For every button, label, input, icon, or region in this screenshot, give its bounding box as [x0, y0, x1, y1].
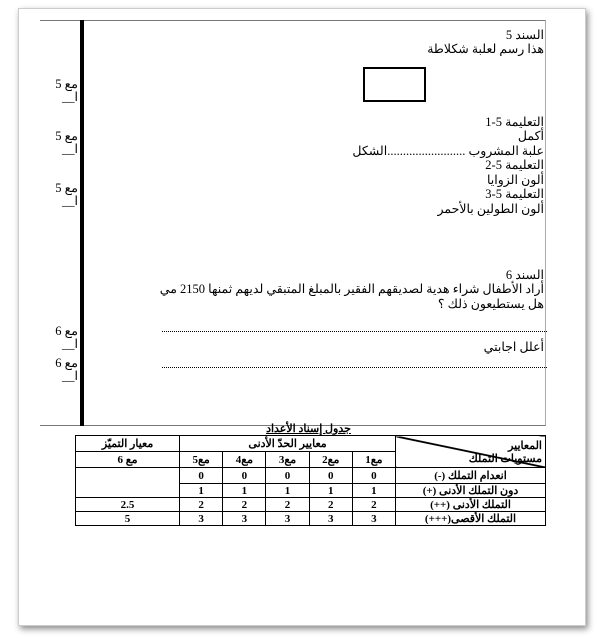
cell: 2	[266, 498, 309, 512]
cell: 3	[180, 512, 223, 526]
cell: 0	[309, 468, 352, 484]
section5-title: السند 5	[505, 28, 544, 42]
section6-justify: أعلل اجابتي	[483, 340, 544, 354]
cell: 0	[352, 468, 395, 484]
grading-table	[75, 435, 546, 526]
margin-score: مع 6 ا__	[55, 356, 78, 383]
q5-3-title: التعليمة 5-3	[485, 187, 544, 201]
answer-line-2[interactable]	[162, 367, 547, 368]
table-corner-header: المعايير مستويات التملك	[396, 436, 546, 468]
cell: 2	[352, 498, 395, 512]
cell: 1	[223, 484, 266, 498]
cell: 1	[309, 484, 352, 498]
chocolate-box-drawing	[363, 67, 426, 102]
exercise-frame	[40, 20, 546, 426]
cell: 2	[309, 498, 352, 512]
q5-2-title: التعليمة 5-2	[485, 158, 544, 172]
col-header: مع3	[266, 452, 309, 468]
min-criteria-header: معايير الحدّ الأدنى	[180, 436, 396, 452]
excellence-header: معيار التميّز	[76, 436, 180, 452]
cell: 1	[352, 484, 395, 498]
col-header: مع 6	[76, 452, 180, 468]
table-row	[76, 468, 546, 484]
cell: 3	[266, 512, 309, 526]
margin-score: مع 5 ا__	[55, 77, 78, 104]
col-header: مع2	[309, 452, 352, 468]
cell: 2	[223, 498, 266, 512]
table-row	[76, 512, 546, 526]
q5-2-text: ألون الزوايا	[486, 173, 544, 187]
q5-3-text: ألون الطولين بالأحمر	[437, 202, 544, 216]
table-row	[76, 498, 546, 512]
cell: 2	[180, 498, 223, 512]
section6-question: هل يستطيعون ذلك ؟	[437, 297, 544, 311]
q5-1-line: علبة المشروب .........................الشكل	[352, 144, 544, 158]
col-header: مع1	[352, 452, 395, 468]
col-header: مع4	[223, 452, 266, 468]
section6-title: السند 6	[505, 268, 544, 282]
row-label: انعدام التملك (-)	[396, 468, 546, 484]
margin-score: مع 6 ا__	[55, 324, 78, 351]
section6-text: أراد الأطفال شراء هدية لصديقهم الفقير بالمبلغ المتبقي لديهم ثمنها 2150 مي	[159, 282, 544, 296]
cell: 0	[223, 468, 266, 484]
cell: 0	[266, 468, 309, 484]
cell: 3	[352, 512, 395, 526]
cell: 3	[223, 512, 266, 526]
row-label: التملك الأقصى(+++)	[396, 512, 546, 526]
grading-table-title: جدول إسناد الأعداد	[266, 423, 351, 435]
cell: 1	[266, 484, 309, 498]
cell: 2.5	[76, 498, 180, 512]
row-label: دون التملك الأدنى (+)	[396, 484, 546, 498]
col-header: مع5	[180, 452, 223, 468]
cell: 1	[180, 484, 223, 498]
section5-intro: هذا رسم لعلبة شكلاطة	[427, 42, 544, 56]
row-label: التملك الأدنى (++)	[396, 498, 546, 512]
margin-divider	[80, 20, 84, 426]
margin-score: مع 5 ا__	[55, 181, 78, 208]
answer-line-1[interactable]	[162, 331, 547, 332]
cell: 0	[180, 468, 223, 484]
q5-1-title: التعليمة 5-1	[485, 115, 544, 129]
margin-score: مع 5 ا__	[55, 129, 78, 156]
cell: 5	[76, 512, 180, 526]
cell-empty	[76, 468, 180, 498]
q5-1-text: أكمل	[517, 129, 544, 143]
cell: 3	[309, 512, 352, 526]
